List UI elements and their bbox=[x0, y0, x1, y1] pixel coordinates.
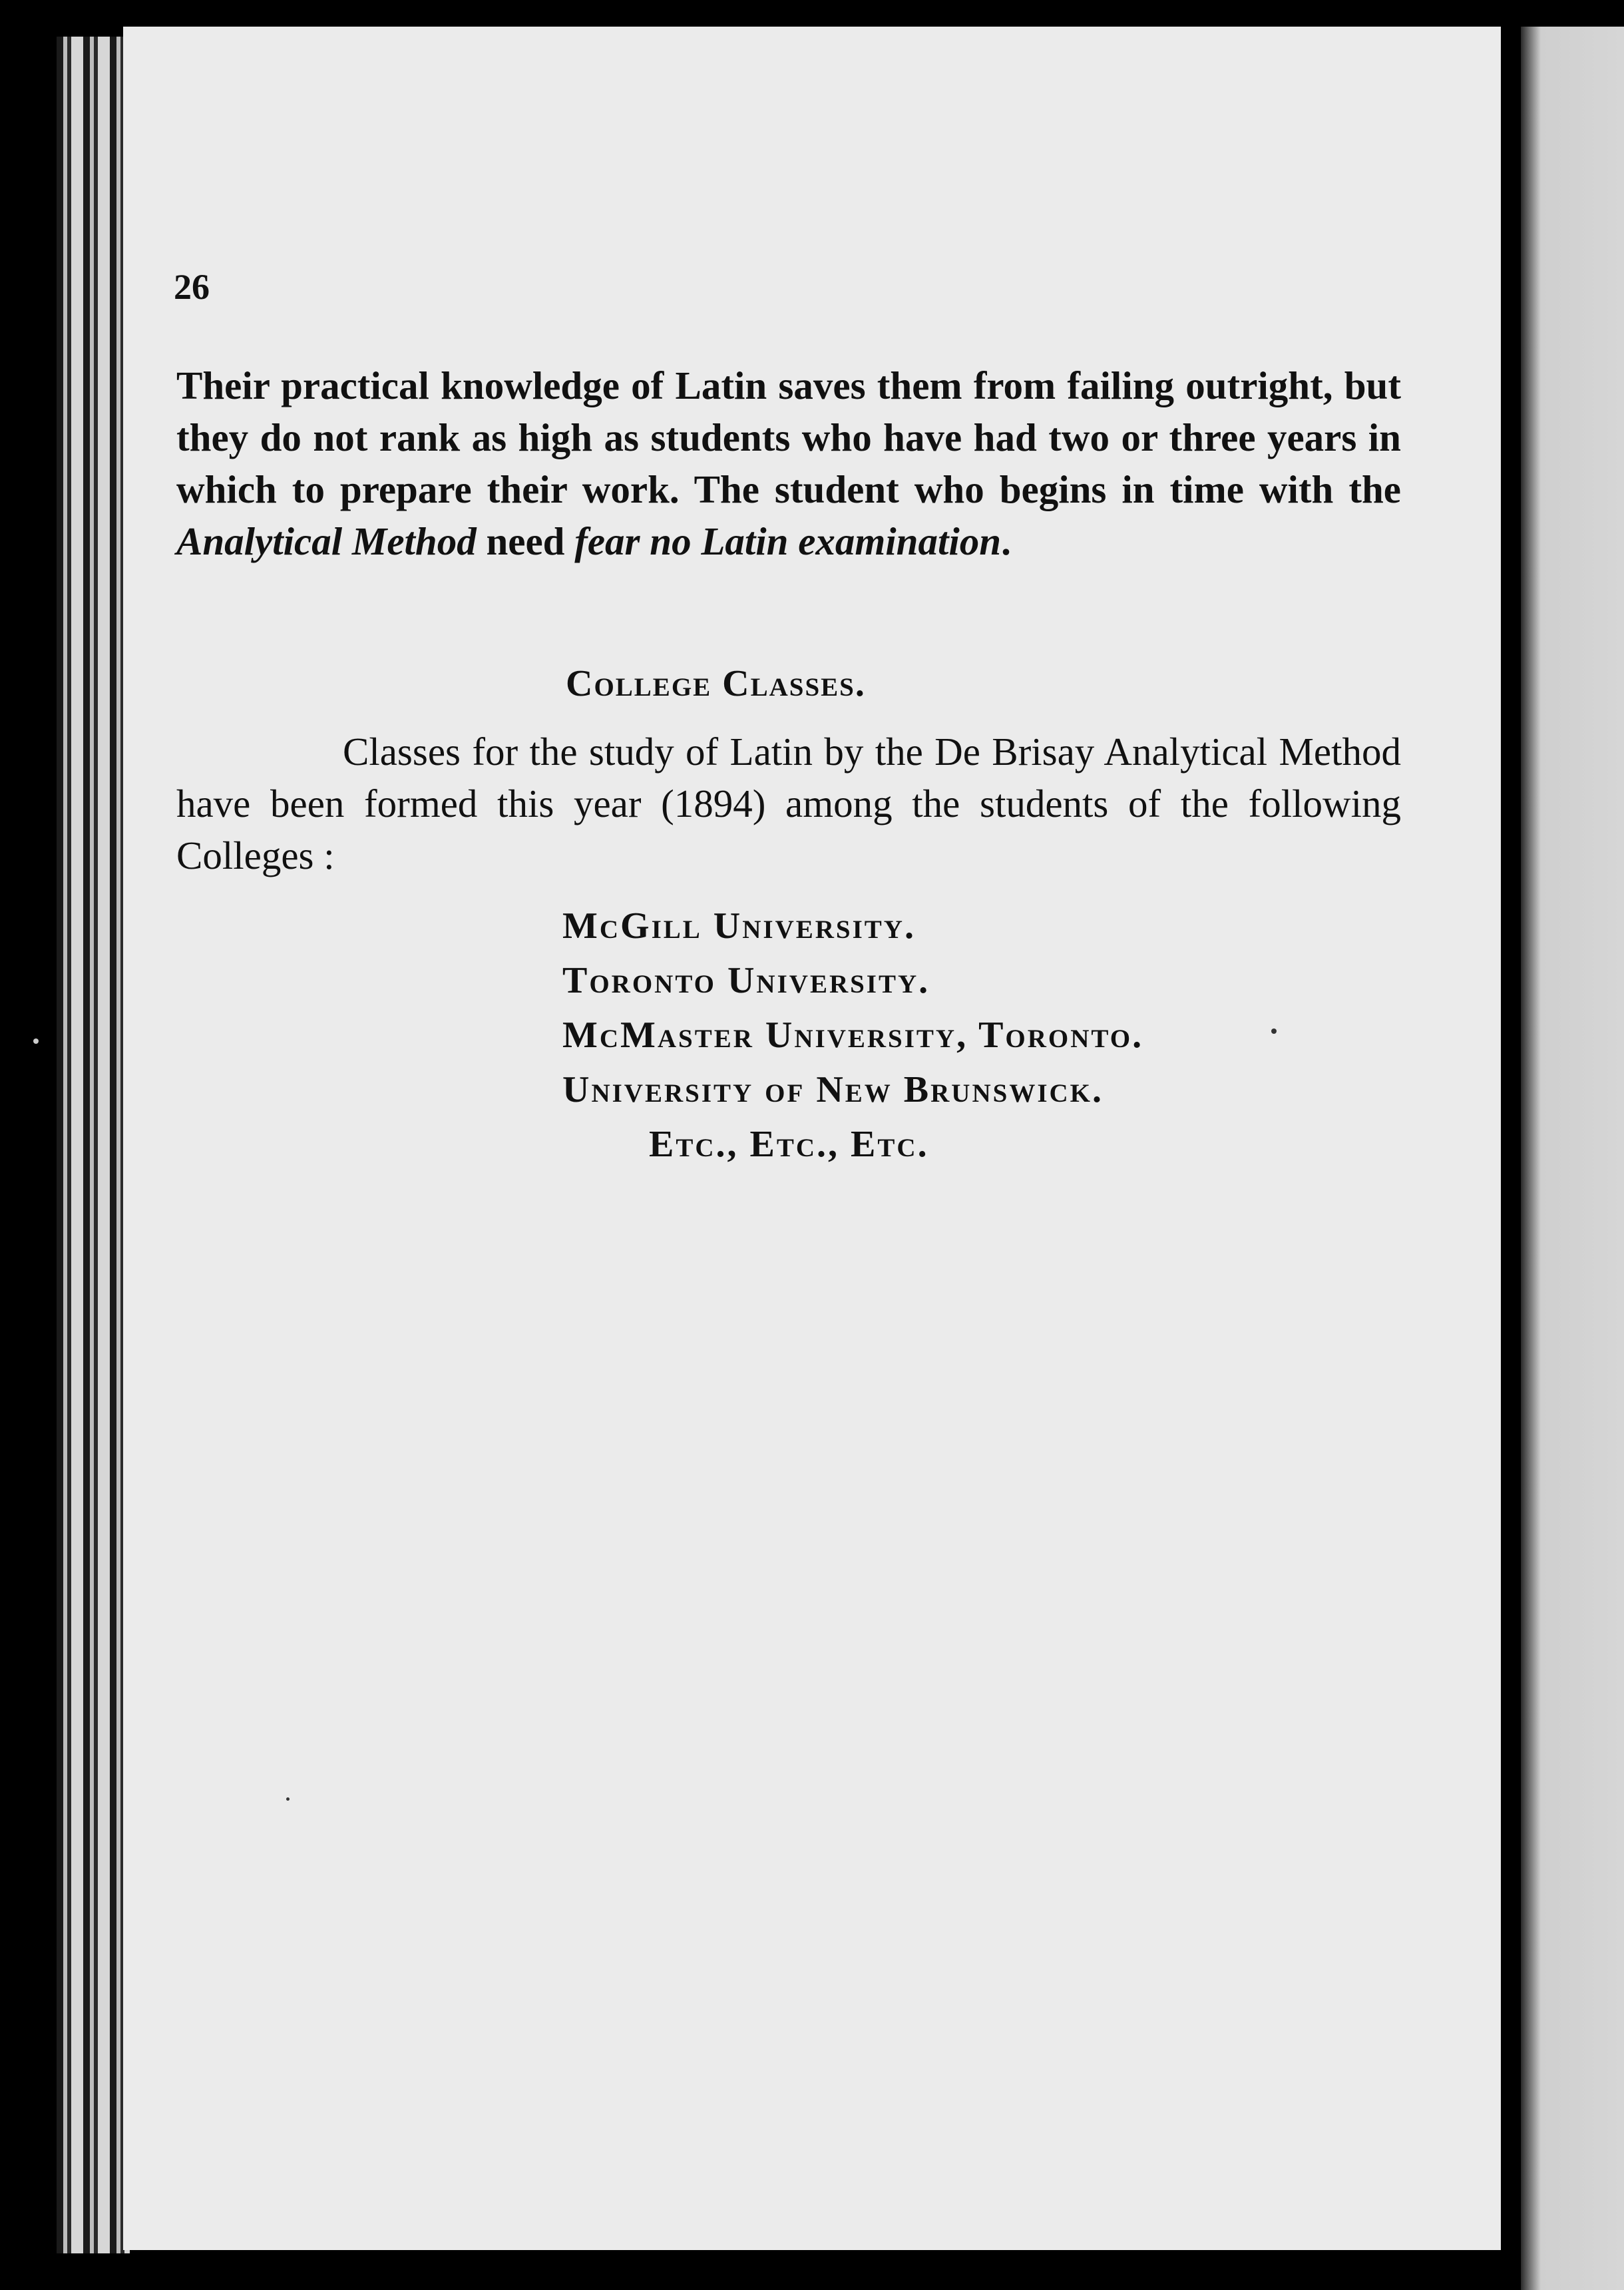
page-number: 26 bbox=[174, 267, 210, 307]
method-name-italic: Analytical Method bbox=[176, 519, 477, 563]
paragraph-text: need bbox=[476, 519, 575, 563]
ink-speck bbox=[33, 1038, 39, 1044]
paragraph-text: . bbox=[1001, 519, 1011, 563]
paragraph-latin-knowledge bbox=[176, 359, 1401, 567]
college-list bbox=[562, 899, 1143, 1172]
paragraph-text: Their practical knowledge of Latin saves them from failing outright, but they do not rank as high as students who have had two or three years in which to prepare their work. The student who begins in time with the bbox=[176, 363, 1401, 511]
emphasis-italic: fear no Latin examination bbox=[574, 519, 1002, 563]
book-page-edges bbox=[57, 37, 130, 2253]
college-item: McGill University. bbox=[562, 905, 916, 947]
paragraph-college-classes: Classes for the study of Latin by the De Brisay Analytical Method have been formed this year (1894) among the students of the following Colleges : bbox=[176, 730, 1401, 877]
ink-speck bbox=[286, 1797, 290, 1801]
college-item: Toronto University. bbox=[562, 960, 930, 1001]
adjacent-page-edge bbox=[1521, 27, 1624, 2290]
college-item: University of New Brunswick. bbox=[562, 1069, 1104, 1110]
college-item: McMaster University, Toronto. bbox=[562, 1015, 1144, 1056]
college-item-etc: Etc., Etc., Etc. bbox=[649, 1124, 929, 1165]
ink-speck bbox=[1271, 1029, 1277, 1034]
section-heading: College Classes. bbox=[566, 663, 866, 704]
